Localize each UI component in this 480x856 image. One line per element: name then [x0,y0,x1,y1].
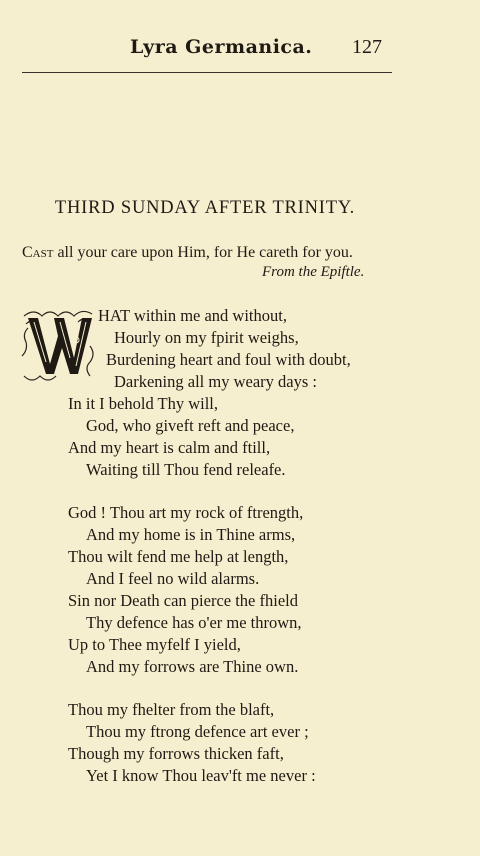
poem-line: And I feel no wild alarms. [86,569,260,588]
page-number: 127 [352,36,382,58]
poem-line: Yet I know Thou leav'ft me never : [86,766,316,785]
poem-line: Hourly on my fpirit weighs, [114,328,299,347]
running-head: Lyra Germanica. [130,36,313,58]
poem-line: Thou my ftrong defence art ever ; [86,722,309,741]
poem-line: Thy defence has o'er me thrown, [86,613,302,632]
ornamental-initial-w [20,306,96,384]
poem-line: In it I behold Thy will, [68,394,219,413]
poem-line: And my heart is calm and ftill, [68,438,271,457]
poem-line: Darkening all my weary days : [114,372,317,391]
header-rule [22,72,392,73]
poem-line: Waiting till Thou fend releafe. [86,460,286,479]
poem-line: HAT within me and without, [98,306,287,325]
poem-line: Thou my fhelter from the blaft, [68,700,275,719]
epigraph-first-word: Cast [22,244,54,261]
poem-line: Though my forrows thicken faft, [68,744,284,763]
poem-line: Sin nor Death can pierce the fhield [68,591,298,610]
poem-title: THIRD SUNDAY AFTER TRINITY. [54,198,356,218]
poem-line: Thou wilt fend me help at length, [68,547,289,566]
poem-line: God, who giveft reft and peace, [86,416,295,435]
poem-line: God ! Thou art my rock of ftrength, [68,503,304,522]
epigraph [22,244,353,262]
epigraph-attribution: From the Epiftle. [262,264,365,280]
poem-line: Up to Thee myfelf I yield, [68,635,241,654]
poem-line: Burdening heart and foul with doubt, [106,350,351,369]
poem-line: And my forrows are Thine own. [86,657,299,676]
poem-line: And my home is in Thine arms, [86,525,296,544]
epigraph-text: all your care upon Him, for He careth for you. [53,244,353,261]
